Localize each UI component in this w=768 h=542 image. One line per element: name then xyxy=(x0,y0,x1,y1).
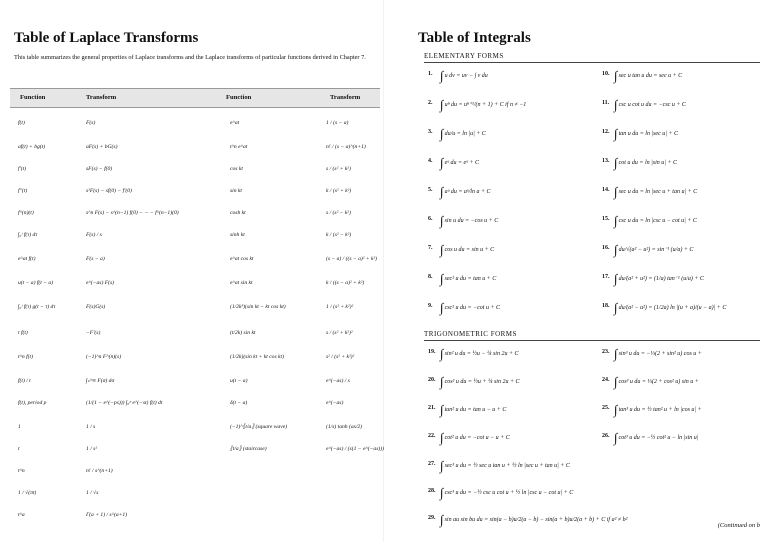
formula-number: 1. xyxy=(428,71,433,77)
integral-formula xyxy=(440,97,526,113)
laplace-cell: s / (s² − k²) xyxy=(326,210,351,216)
integral-sign-icon: ∫ xyxy=(440,213,444,228)
integral-sign-icon: ∫ xyxy=(440,485,444,500)
laplace-cell: cos kt xyxy=(230,166,243,172)
laplace-cell: t^n xyxy=(18,468,25,474)
integral-formula xyxy=(614,68,682,84)
formula-number: 11. xyxy=(602,100,610,106)
formula-number: 24. xyxy=(602,377,610,383)
integral-formula xyxy=(440,300,500,316)
integral-sign-icon: ∫ xyxy=(440,458,444,473)
formula-number: 17. xyxy=(602,274,610,280)
formula-number: 15. xyxy=(602,216,610,222)
laplace-cell: (1/2k³)(sin kt − kt cos kt) xyxy=(230,304,286,310)
laplace-cell: n! / s^(n+1) xyxy=(86,468,113,474)
laplace-cell: f″(t) xyxy=(18,188,28,194)
formula-number: 19. xyxy=(428,349,436,355)
integral-formula xyxy=(614,242,693,258)
laplace-cell: aF(s) + bG(s) xyxy=(86,144,118,150)
integral-sign-icon: ∫ xyxy=(614,374,618,389)
laplace-cell: f(t) xyxy=(18,120,25,126)
formula-number: 16. xyxy=(602,245,610,251)
laplace-cell: Γ(a + 1) / s^(a+1) xyxy=(86,512,128,518)
laplace-cell: s^n F(s) − s^(n−1) f(0) − ··· − f^(n−1)(0) xyxy=(86,210,179,216)
integral-formula xyxy=(440,402,506,418)
integral-formula xyxy=(440,346,519,362)
laplace-cell: cosh kt xyxy=(230,210,246,216)
formula-text: cot u du = ln |sin u| + C xyxy=(618,160,677,166)
formula-text: sin au sin bu du = sin(a − b)u/2(a − b) − sin(a + b)u/2(a + b) + C if a² ≠ b² xyxy=(444,517,628,523)
formula-text: aᵘ du = aᵘ/ln a + C xyxy=(444,189,491,195)
laplace-cell: s / (s² + k²)² xyxy=(326,330,353,336)
laplace-cell: δ(t − a) xyxy=(230,400,248,406)
integral-sign-icon: ∫ xyxy=(614,155,618,170)
laplace-cell: e^at xyxy=(230,120,240,126)
integral-formula xyxy=(614,97,686,113)
continued-note: (Continued on b xyxy=(717,522,760,529)
integral-sign-icon: ∫ xyxy=(614,97,618,112)
integral-formula xyxy=(440,458,570,474)
elementary-divider xyxy=(424,62,760,63)
formula-text: du/(a² − u²) = (1/2a) ln |(u + a)/(u − a)| + C xyxy=(618,305,727,311)
integral-formula xyxy=(440,374,520,390)
laplace-cell: f′(t) xyxy=(18,166,27,172)
formula-text: csc² u du = −cot u + C xyxy=(444,305,501,311)
laplace-cell: e^at sin kt xyxy=(230,280,253,286)
integrals-page xyxy=(384,0,768,542)
laplace-cell: f(t) / t xyxy=(18,378,31,384)
integral-formula xyxy=(614,213,697,229)
laplace-cell: e^(−as) xyxy=(326,400,344,406)
formula-number: 29. xyxy=(428,515,436,521)
integral-formula xyxy=(440,271,496,287)
formula-number: 22. xyxy=(428,433,436,439)
laplace-title: Table of Laplace Transforms xyxy=(14,30,199,46)
laplace-cell: ∫₀ᵗ f(τ) dτ xyxy=(18,232,38,238)
formula-text: eᵘ du = eᵘ + C xyxy=(444,160,480,166)
integral-formula xyxy=(614,184,697,200)
formula-number: 8. xyxy=(428,274,433,280)
integral-sign-icon: ∫ xyxy=(440,97,444,112)
laplace-cell: n! / (s − a)^(n+1) xyxy=(326,144,366,150)
integral-sign-icon: ∫ xyxy=(614,300,618,315)
integral-sign-icon: ∫ xyxy=(614,213,618,228)
laplace-cell: 1 / s² xyxy=(86,446,98,452)
formula-number: 6. xyxy=(428,216,433,222)
trigonometric-forms-heading: TRIGONOMETRIC FORMS xyxy=(424,330,517,338)
laplace-cell: F(s) xyxy=(86,120,96,126)
formula-text: sin u du = −cos u + C xyxy=(444,218,499,224)
integral-sign-icon: ∫ xyxy=(440,300,444,315)
laplace-cell: 1 xyxy=(18,424,21,430)
integral-sign-icon: ∫ xyxy=(440,430,444,445)
formula-number: 13. xyxy=(602,158,610,164)
formula-number: 4. xyxy=(428,158,433,164)
laplace-cell: sF(s) − f(0) xyxy=(86,166,113,172)
laplace-cell: f^(n)(t) xyxy=(18,210,34,216)
integral-formula xyxy=(614,346,702,362)
laplace-cell: f(t), period p xyxy=(18,400,47,406)
formula-text: sec u tan u du = sec u + C xyxy=(618,73,683,79)
integral-formula xyxy=(614,402,702,418)
formula-text: uⁿ du = uⁿ⁺¹/(n + 1) + C if n ≠ −1 xyxy=(444,102,527,108)
laplace-cell: (1/2k)(sin kt + kt cos kt) xyxy=(230,354,284,360)
laplace-cell: ∫ₛ^∞ F(σ) dσ xyxy=(86,378,115,384)
laplace-cell: t f(t) xyxy=(18,330,28,336)
laplace-cell: e^(−as) / (s(1 − e^(−as))) xyxy=(326,446,384,452)
integral-sign-icon: ∫ xyxy=(440,68,444,83)
laplace-cell: ∫₀ᵗ f(τ) g(t − τ) dτ xyxy=(18,304,56,310)
integral-sign-icon: ∫ xyxy=(614,271,618,286)
laplace-cell: k / (s² + k²) xyxy=(326,188,352,194)
laplace-cell: F(s − a) xyxy=(86,256,105,262)
integrals-title: Table of Integrals xyxy=(418,30,531,46)
laplace-cell: (−1)^⟦t/a⟧ (square wave) xyxy=(230,424,288,430)
laplace-cell: sinh kt xyxy=(230,232,245,238)
integral-formula xyxy=(440,184,491,200)
integral-formula xyxy=(440,68,488,84)
laplace-cell: 1 / √s xyxy=(86,490,99,496)
formula-number: 3. xyxy=(428,129,433,135)
laplace-cell: e^(−as) / s xyxy=(326,378,350,384)
laplace-cell: e^(−as) F(s) xyxy=(86,280,115,286)
formula-text: sec² u du = tan u + C xyxy=(444,276,497,282)
formula-text: cos³ u du = ⅓(2 + cos² u) sin u + xyxy=(618,379,699,385)
formula-text: du/(a² + u²) = (1/a) tan⁻¹ (u/a) + C xyxy=(618,276,704,282)
laplace-cell: (1/(1 − e^(−ps))) ∫₀ᵖ e^(−st) f(t) dt xyxy=(86,400,163,406)
formula-text: sec³ u du = ½ sec u tan u + ½ ln |sec u + tan u| + C xyxy=(444,463,570,469)
header-transform-2: Transform xyxy=(330,94,361,101)
integral-formula xyxy=(440,430,510,446)
laplace-cell: 1 / s xyxy=(86,424,96,430)
integral-formula xyxy=(614,300,726,316)
formula-text: du/u = ln |u| + C xyxy=(444,131,486,137)
laplace-cell: u(t − a) xyxy=(230,378,248,384)
formula-text: tan³ u du = ½ tan² u + ln |cos u| + xyxy=(618,407,702,413)
integral-sign-icon: ∫ xyxy=(614,68,618,83)
integral-formula xyxy=(440,126,486,142)
header-function-1: Function xyxy=(20,94,46,101)
integral-sign-icon: ∫ xyxy=(614,402,618,417)
header-transform-1: Transform xyxy=(86,94,117,101)
integral-formula xyxy=(440,155,479,171)
formula-number: 23. xyxy=(602,349,610,355)
integral-sign-icon: ∫ xyxy=(614,242,618,257)
laplace-cell: −F′(s) xyxy=(86,330,101,336)
integral-sign-icon: ∫ xyxy=(440,155,444,170)
integral-sign-icon: ∫ xyxy=(440,242,444,257)
formula-text: cos u du = sin u + C xyxy=(444,247,495,253)
integral-formula xyxy=(614,155,677,171)
integral-sign-icon: ∫ xyxy=(614,346,618,361)
integral-sign-icon: ∫ xyxy=(614,184,618,199)
trig-divider xyxy=(424,340,760,341)
laplace-cell: (−1)^n F^(n)(s) xyxy=(86,354,122,360)
laplace-cell: k / ((s − a)² + k²) xyxy=(326,280,365,286)
integral-sign-icon: ∫ xyxy=(440,346,444,361)
formula-text: sec u du = ln |sec u + tan u| + C xyxy=(618,189,698,195)
integral-sign-icon: ∫ xyxy=(440,512,444,527)
formula-number: 10. xyxy=(602,71,610,77)
formula-number: 27. xyxy=(428,461,436,467)
integral-formula xyxy=(440,213,498,229)
formula-number: 20. xyxy=(428,377,436,383)
formula-number: 26. xyxy=(602,433,610,439)
formula-number: 25. xyxy=(602,405,610,411)
header-function-2: Function xyxy=(226,94,252,101)
laplace-cell: u(t − a) f(t − a) xyxy=(18,280,54,286)
laplace-cell: F(s)G(s) xyxy=(86,304,106,310)
laplace-cell: (1/s) tanh (as/2) xyxy=(326,424,363,430)
integral-sign-icon: ∫ xyxy=(440,402,444,417)
formula-number: 7. xyxy=(428,245,433,251)
formula-text: csc u du = ln |csc u − cot u| + C xyxy=(618,218,697,224)
formula-number: 9. xyxy=(428,303,433,309)
laplace-cell: s² / (s² + k²)² xyxy=(326,354,355,360)
laplace-cell: e^at cos kt xyxy=(230,256,254,262)
integral-sign-icon: ∫ xyxy=(440,184,444,199)
laplace-cell: t xyxy=(18,446,20,452)
laplace-cell: af(t) + bg(t) xyxy=(18,144,46,150)
laplace-table-header xyxy=(10,88,380,108)
laplace-cell: (t/2k) sin kt xyxy=(230,330,256,336)
integral-sign-icon: ∫ xyxy=(614,430,618,445)
laplace-cell: 1 / (s² + k²)² xyxy=(326,304,354,310)
formula-text: du/√(a² − u²) = sin⁻¹ (u/a) + C xyxy=(618,247,694,253)
formula-number: 14. xyxy=(602,187,610,193)
integral-formula xyxy=(440,512,627,528)
formula-text: csc³ u du = −½ csc u cot u + ½ ln |csc u − cot u| + C xyxy=(444,490,574,496)
laplace-cell: s / (s² + k²) xyxy=(326,166,351,172)
integral-sign-icon: ∫ xyxy=(440,374,444,389)
formula-number: 28. xyxy=(428,488,436,494)
laplace-cell: t^a xyxy=(18,512,25,518)
laplace-cell: sin kt xyxy=(230,188,242,194)
formula-number: 21. xyxy=(428,405,436,411)
elementary-forms-heading: ELEMENTARY FORMS xyxy=(424,52,504,60)
integral-formula xyxy=(440,485,573,501)
laplace-cell: k / (s² − k²) xyxy=(326,232,352,238)
laplace-cell: e^at f(t) xyxy=(18,256,36,262)
formula-number: 2. xyxy=(428,100,433,106)
laplace-cell: F(s) / s xyxy=(86,232,102,238)
integral-formula xyxy=(614,430,698,446)
formula-text: cot² u du = −cot u − u + C xyxy=(444,435,510,441)
integral-formula xyxy=(440,242,494,258)
formula-text: tan u du = ln |sec u| + C xyxy=(618,131,678,137)
formula-text: cot³ u du = −½ cot² u − ln |sin u| xyxy=(618,435,699,441)
formula-text: sin² u du = ½u − ¼ sin 2u + C xyxy=(444,351,519,357)
formula-number: 12. xyxy=(602,129,610,135)
laplace-cell: 1 / (s − a) xyxy=(326,120,349,126)
formula-text: sin³ u du = −⅓(2 + sin² u) cos u + xyxy=(618,351,702,357)
formula-text: u dv = uv − ∫ v du xyxy=(444,73,488,79)
formula-text: csc u cot u du = −csc u + C xyxy=(618,102,686,108)
laplace-cell: t^n f(t) xyxy=(18,354,33,360)
formula-text: cos² u du = ½u + ¼ sin 2u + C xyxy=(444,379,520,385)
laplace-cell: (s − a) / ((s − a)² + k²) xyxy=(326,256,378,262)
integral-formula xyxy=(614,126,678,142)
formula-number: 5. xyxy=(428,187,433,193)
laplace-cell: s²F(s) − sf(0) − f′(0) xyxy=(86,188,132,194)
laplace-cell: 1 / √(πt) xyxy=(18,490,37,496)
integral-sign-icon: ∫ xyxy=(440,271,444,286)
laplace-intro: This table summarizes the general properties of Laplace transforms and the Laplace transforms of particular functions derived in Chapter 7. xyxy=(14,54,366,61)
integral-sign-icon: ∫ xyxy=(440,126,444,141)
integral-sign-icon: ∫ xyxy=(614,126,618,141)
integral-formula xyxy=(614,271,704,287)
formula-number: 18. xyxy=(602,303,610,309)
laplace-cell: t^n e^at xyxy=(230,144,248,150)
integral-formula xyxy=(614,374,699,390)
laplace-cell: ⟦t/a⟧ (staircase) xyxy=(230,446,267,452)
formula-text: tan² u du = tan u − u + C xyxy=(444,407,507,413)
